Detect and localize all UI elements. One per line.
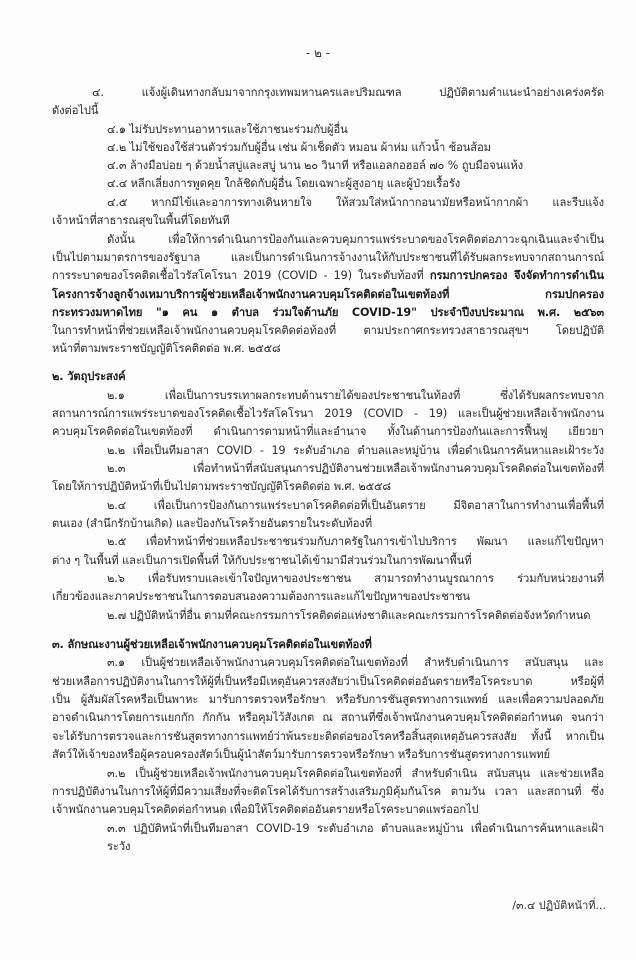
therefore-line4: โครงการจ้างลูกจ้างเหมาบริการผู้ช่วยเหลือเจ้าพนักงานควบคุมโรคติดต่อในเขตท้องที่ กรมปกครอง xyxy=(52,288,604,301)
section3-line: เจ้าพนักงานควบคุมโรคติดต่อกำหนด เพื่อมิให้โรคติดต่ออันตรายหรือโรคระบาดแพร่ออกไป xyxy=(52,803,479,816)
section4-item-4: ๔.๔ หลีกเลี่ยงการพูดคุย ใกล้ชิดกับผู้อื่น โดยเฉพาะผู้สูงอายุ และผู้ป่วยเรื้อรัง xyxy=(107,177,461,190)
section2-line: ๒.๔ เพื่อเป็นการป้องกันการแพร่ระบาดโรคติดต่อที่เป็นอันตราย มีจิตอาสาในการทำงานเพื่อพื้นที่ xyxy=(107,499,604,512)
section4-intro-line2: ดังต่อไปนี้ xyxy=(52,104,99,117)
section3-line: เป็น ผู้สัมผัสโรคหรือเป็นพาหะ มารับการตรวจหรือรักษา หรือรับการชันสูตรทางการแพทย์ และเพื่อความปลอดภัย xyxy=(52,693,604,706)
therefore-line6: ในการทำหน้าที่ช่วยเหลือเจ้าพนักงานควบคุมโรคติดต่อท้องที่ ตามประกาศกระทรวงสาธารณสุขฯ โดยปฏิบัติ xyxy=(52,324,604,337)
section3-line: จะได้รับการตรวจและการชันสูตรทางการแพทย์ว่าพ้นระยะติดต่อของโรคหรือสิ้นสุดเหตุอันควรสงสัย ทั้งนี้ หากเป็น xyxy=(52,730,604,743)
section2-line: ๒.๕ เพื่อทำหน้าที่ช่วยเหลือประชาชนร่วมกับภาครัฐในการเข้าไปบริการ พัฒนา และแก้ไขปัญหา xyxy=(107,535,604,548)
section3-line: อาจดำเนินการโดยการแยกกัก กักกัน หรือคุมไว้สังเกต ณ สถานที่ซึ่งเจ้าพนักงานควบคุมโรคติดต่อกำหนด จนกว่า xyxy=(52,711,604,724)
section2-line: เกี่ยวข้องและภาคประชาชนในการตอบสนองความต้องการและแก้ไขปัญหาของประชาชน xyxy=(52,590,470,603)
section4-item-1: ๔.๑ ไม่รับประทานอาหารและใช้ภาชนะร่วมกับผู้อื่น xyxy=(107,123,348,136)
section2-line: ๒.๑ เพื่อเป็นการบรรเทาผลกระทบด้านรายได้ของประชาชนในท้องที่ ซึ่งได้รับผลกระทบจาก xyxy=(107,389,604,402)
section3-line: ๓.๓ ปฏิบัติหน้าที่เป็นทีมอาสา COVID-19 ระดับอำเภอ ตำบลและหมู่บ้าน เพื่อดำเนินการค้นหาและเฝ้าระวัง xyxy=(107,822,604,853)
section4-item-2: ๔.๒ ไม่ใช้ของใช้ส่วนตัวร่วมกับผู้อื่น เช่น ผ้าเช็ดตัว หมอน ผ้าห่ม แก้วน้ำ ช้อนส้อม xyxy=(107,141,491,154)
page-number: - ๒ - xyxy=(305,46,331,60)
section3-line: ๓.๑ เป็นผู้ช่วยเหลือเจ้าพนักงานควบคุมโรคติดต่อในเขตท้องที่ สำหรับดำเนินการ สนับสนุน และ xyxy=(107,656,604,669)
therefore-line1: ดังนั้น เพื่อให้การดำเนินการป้องกันและควบคุมการแพร่ระบาดของโรคติดต่อภาวะฉุกเฉินและจำเป็น xyxy=(107,233,604,246)
section2-line: ๒.๓ เพื่อทำหน้าที่สนับสนุนการปฏิบัติงานช่วยเหลือเจ้าพนักงานควบคุมโรคติดต่อในเขตท้องที่ xyxy=(107,462,604,475)
section2-line: ควบคุมโรคติดต่อในเขตท้องที่ ดำเนินการตามหน้าที่และอำนาจ ทั้งในด้านการป้องกันและการฟื้นฟู เยียวยา xyxy=(52,425,604,438)
section2-heading: ๒. วัตถุประสงค์ xyxy=(52,370,126,383)
section3-line: ช่วยเหลือการปฏิบัติงานในการให้ผู้ที่เป็นหรือมีเหตุอันควรสงสัยว่าเป็นโรคติดต่ออันตรายหรือโรคระบาด หรือผู้ที่ xyxy=(52,675,604,688)
section2-line: ตนเอง (สำนึกรักบ้านเกิด) และป้องกันโรคร้ายอันตรายในระดับท้องที่ xyxy=(52,517,373,530)
therefore-line2: เป็นไปตามมาตรการของรัฐบาล และเป็นการดำเนินการจ้างงานให้กับประชาชนที่ได้รับผลกระทบจากสถานการณ์ xyxy=(52,251,604,264)
therefore-line3 xyxy=(52,267,604,285)
section3-line: สัตว์ให้เจ้าของหรือผู้ครอบครองสัตว์เป็นผู้นำสัตว์มารับการตรวจหรือรักษา หรือรับการชันสูตรทางการแพทย์ xyxy=(52,748,550,761)
section2-line: โดยให้การปฏิบัติหน้าที่เป็นไปตามพระราชบัญญัติโรคติดต่อ พ.ศ. ๒๕๕๘ xyxy=(52,480,391,493)
continuation-marker: /๓.๔ ปฏิบัติหน้าที่... xyxy=(512,899,606,912)
section2-line: ต่าง ๆ ในพื้นที่ และเป็นการเปิดพื้นที่ ให้กับประชาชนได้เข้ามามีส่วนร่วมในการพัฒนาพื้นที่ xyxy=(52,554,472,567)
therefore-line3-normal: การระบาดของโรคติดเชื้อไวรัสโคโรนา 2019 (COVID - 19) ในระดับท้องที่ xyxy=(52,269,430,282)
section2-line: ๒.๒ เพื่อเป็นทีมอาสา COVID - 19 ระดับอำเภอ ตำบลและหมู่บ้าน เพื่อดำเนินการค้นหาและเฝ้าระวัง xyxy=(107,444,604,457)
section2-line: สถานการณ์การแพร่ระบาดของโรคติดเชื้อไวรัสโคโรนา 2019 (COVID - 19) และเป็นผู้ช่วยเหลือเจ้าพนักงาน xyxy=(52,407,604,420)
therefore-line3-bold: กรมการปกครอง จึงจัดทำการดำเนิน xyxy=(429,269,604,282)
section4-intro-line1: ๔. แจ้งผู้เดินทางกลับมาจากกรุงเทพมหานครและปริมณฑล ปฏิบัติตามคำแนะนำอย่างเคร่งครัด xyxy=(92,86,604,99)
therefore-line5: กระทรวงมหาดไทย "๑ คน ๑ ตำบล ร่วมใจต้านภัย COVID-19" ประจำปีงบประมาณ พ.ศ. ๒๕๖๓ xyxy=(52,306,604,319)
section2-line: ๒.๗ ปฏิบัติหน้าที่อื่น ตามที่คณะกรรมการโรคติดต่อแห่งชาติและคณะกรรมการโรคติดต่อจังหวัดกำหนด xyxy=(107,609,591,622)
section4-item-3: ๔.๓ ล้างมือบ่อย ๆ ด้วยน้ำสบู่และสบู่ นาน ๒๐ วินาที หรือแอลกอฮอล์ ๗๐ % ถูบมือจนแห้ง xyxy=(107,159,524,172)
section4-item-5: ๔.๕ หากมีไข้และอาการทางเดินหายใจ ให้สวมใส่หน้ากากอนามัยหรือหน้ากากผ้า และรีบแจ้ง xyxy=(107,196,604,209)
section3-line: ๓.๒ เป็นผู้ช่วยเหลือเจ้าพนักงานควบคุมโรคติดต่อในเขตท้องที่ สำหรับดำเนิน สนับสนุน และช่วยเหลือ xyxy=(107,767,604,780)
section2-line: ๒.๖ เพื่อรับทราบและเข้าใจปัญหาของประชาชน สามารถทำงานบูรณาการ ร่วมกับหน่วยงานที่ xyxy=(107,572,604,585)
therefore-line7: หน้าที่ตามพระราชบัญญัติโรคติดต่อ พ.ศ. ๒๕๕๘ xyxy=(52,342,281,355)
section3-heading: ๓. ลักษณะงานผู้ช่วยเหลือเจ้าพนักงานควบคุมโรคติดต่อในเขตท้องที่ xyxy=(52,638,372,651)
section3-line: การปฏิบัติงานในการให้ผู้ที่มีความเสี่ยงที่จะติดโรคได้รับการสร้างเสริมภูมิคุ้มกันโรค ตามวัน เวลา และสถานที่ ซึ่ง xyxy=(52,785,604,798)
section4-item-5-cont: เจ้าหน้าที่สาธารณสุขในพื้นที่โดยทันที xyxy=(52,214,230,227)
